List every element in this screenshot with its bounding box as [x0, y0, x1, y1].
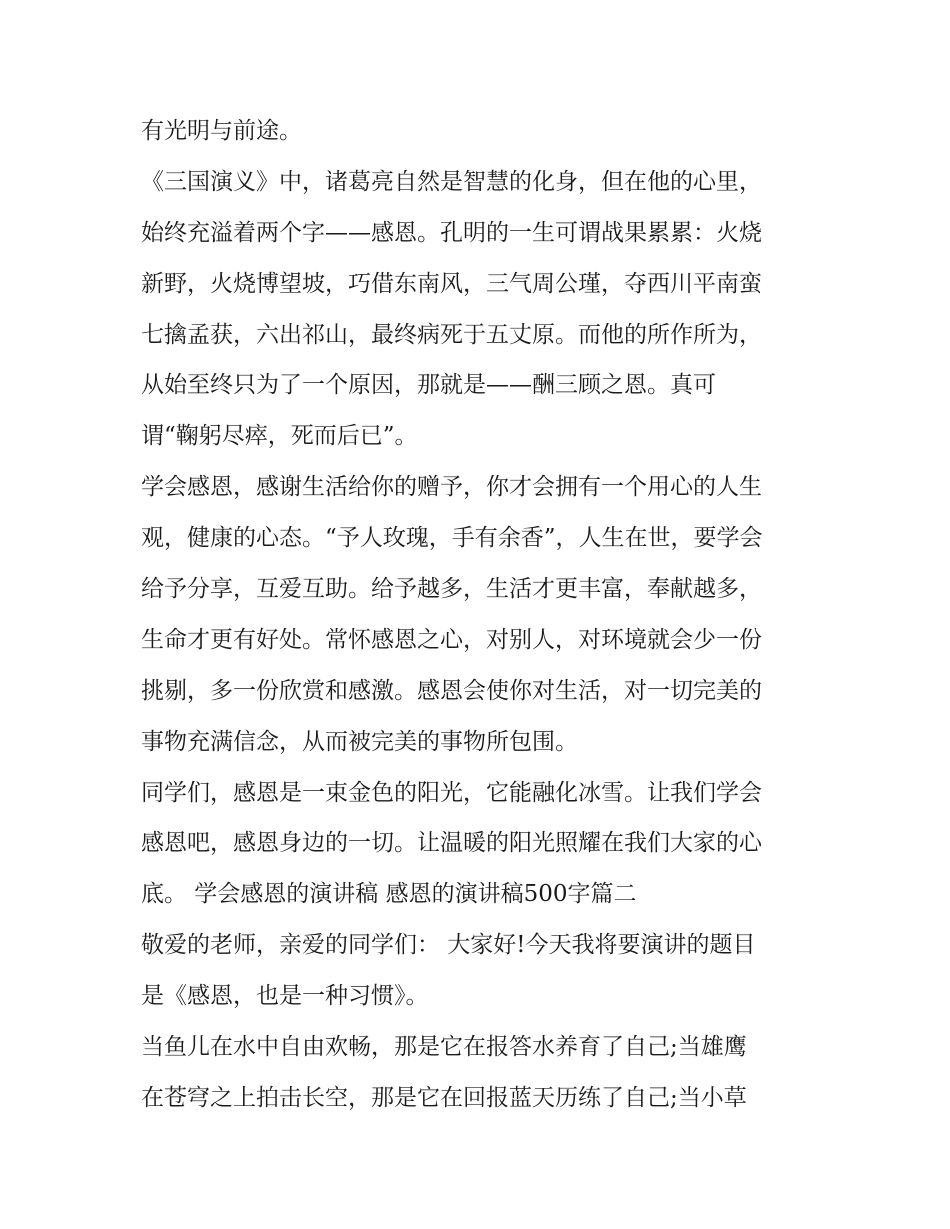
document-body	[141, 106, 821, 1124]
text-line-19: 当鱼儿在水中自由欢畅，那是它在报答水养育了自己;当雄鹰	[141, 1034, 747, 1061]
text-line-16: 底。 学会感恩的演讲稿 感恩的演讲稿500字篇二	[141, 881, 637, 908]
text-line-12: 挑剔，多一份欣赏和感激。感恩会使你对生活，对一切完美的	[141, 677, 762, 704]
text-line-15: 感恩吧，感恩身边的一切。让温暖的阳光照耀在我们大家的心	[141, 830, 762, 857]
text-line-20: 在苍穹之上拍击长空，那是它在回报蓝天历练了自己;当小草	[141, 1084, 747, 1111]
text-line-10: 给予分享，互爱互助。给予越多，生活才更丰富，奉献越多，	[141, 576, 762, 603]
text-line-2: 《三国演义》中，诸葛亮自然是智慧的化身，但在他的心里，	[141, 168, 762, 195]
text-line-3: 始终充溢着两个字——感恩。孔明的一生可谓战果累累：火烧	[141, 219, 762, 246]
text-line-14: 同学们，感恩是一束金色的阳光，它能融化冰雪。让我们学会	[141, 779, 762, 806]
text-line-17: 敬爱的老师，亲爱的同学们： 大家好!今天我将要演讲的题目	[141, 932, 756, 959]
text-line-18: 是《感恩，也是一种习惯》。	[141, 983, 429, 1010]
text-line-6: 从始至终只为了一个原因，那就是——酬三顾之恩。真可	[141, 372, 716, 399]
text-line-4: 新野，火烧博望坡，巧借东南风，三气周公瑾，夺西川平南蛮	[141, 270, 762, 297]
text-line-11: 生命才更有好处。常怀感恩之心，对别人，对环境就会少一份	[141, 626, 762, 653]
text-line-8: 学会感恩，感谢生活给你的赠予，你才会拥有一个用心的人生	[141, 474, 762, 501]
text-line-9: 观，健康的心态。“予人玫瑰，手有余香”，人生在世，要学会	[141, 525, 763, 552]
text-line-13: 事物充满信念，从而被完美的事物所包围。	[141, 728, 578, 755]
text-line-5: 七擒孟获，六出祁山，最终病死于五丈原。而他的所作所为，	[141, 321, 762, 348]
text-line-7: 谓“鞠躬尽瘁，死而后已”。	[141, 423, 418, 450]
text-line-1: 有光明与前途。	[141, 118, 302, 144]
